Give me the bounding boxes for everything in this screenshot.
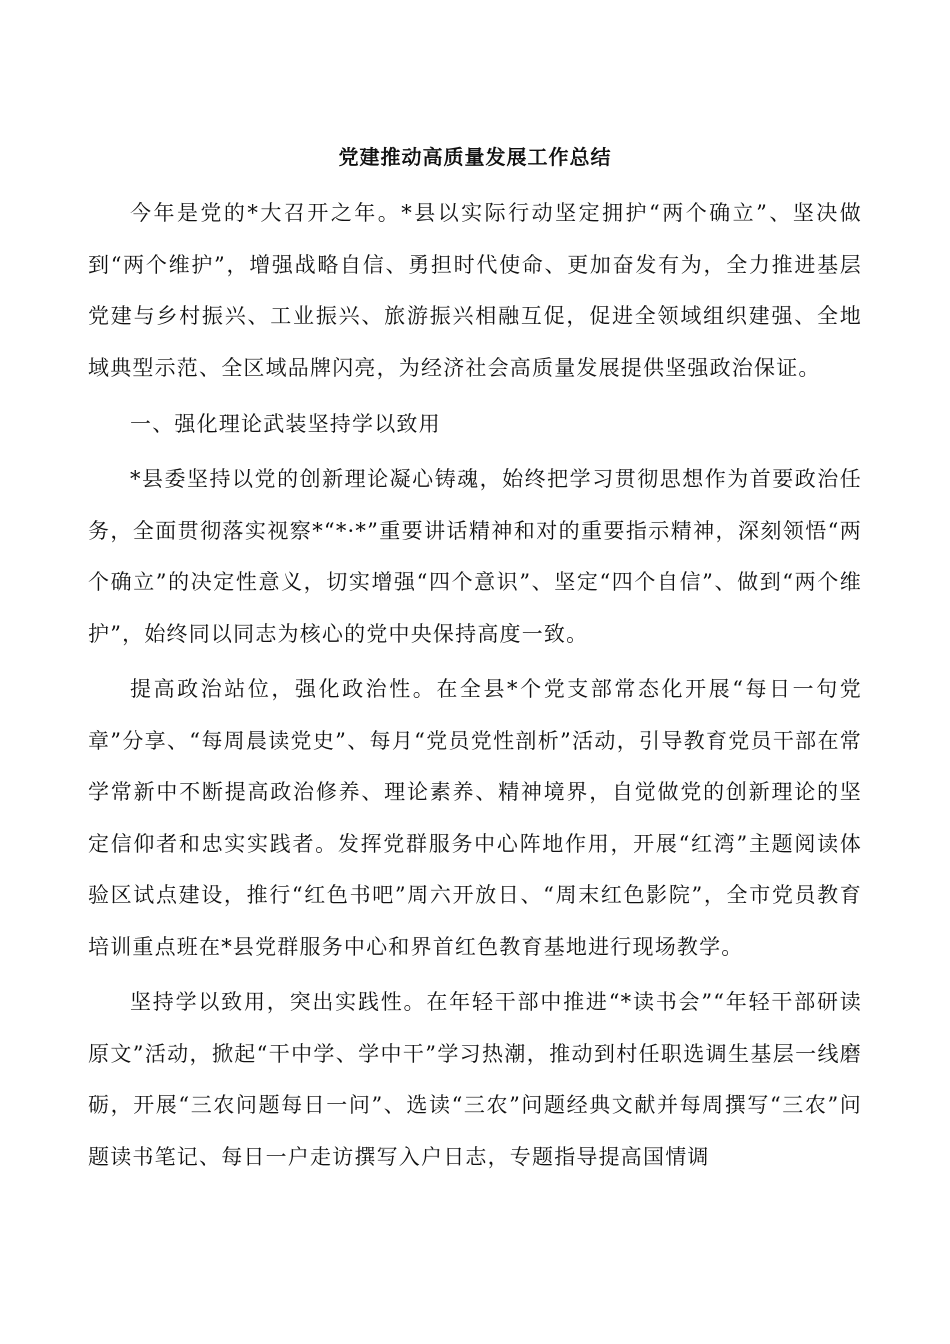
document-title: 党建推动高质量发展工作总结 [338,145,612,169]
body-paragraph-1: *县委坚持以党的创新理论凝心铸魂，始终把学习贯彻思想作为首要政治任务，全面贯彻落实视察*“*·*”重要讲话精神和对的重要指示精神，深刻领悟“两个确立”的决定性意义，切实增强“四个意识”、坚定“四个自信”、做到“两个维护”，始终同以同志为核心的党中央保持高度一致。 [88,467,862,646]
section-heading-1: 一、强化理论武装坚持学以致用 [130,412,441,436]
document-page [88,130,862,1183]
body-paragraph-2: 提高政治站位，强化政治性。在全县*个党支部常态化开展“每日一句党章”分享、“每周晨读党史”、每月“党员党性剖析”活动，引导教育党员干部在常学常新中不断提高政治修养、理论素养、精神境界，自觉做党的创新理论的坚定信仰者和忠实实践者。发挥党群服务中心阵地作用，开展“红湾”主题阅读体验区试点建设，推行“红色书吧”周六开放日、“周末红色影院”，全市党员教育培训重点班在*县党群服务中心和界首红色教育基地进行现场教学。 [88,677,862,959]
intro-paragraph: 今年是党的*大召开之年。*县以实际行动坚定拥护“两个确立”、坚决做到“两个维护”，增强战略自信、勇担时代使命、更加奋发有为，全力推进基层党建与乡村振兴、工业振兴、旅游振兴相融互促，促进全领域组织建强、全地域典型示范、全区域品牌闪亮，为经济社会高质量发展提供坚强政治保证。 [88,201,862,380]
body-paragraph-3: 坚持学以致用，突出实践性。在年轻干部中推进“*读书会”“年轻干部研读原文”活动，掀起“干中学、学中干”学习热潮，推动到村任职选调生基层一线磨砺，开展“三农问题每日一问”、选读“三农”问题经典文献并每周撰写“三农”问题读书笔记、每日一户走访撰写入户日志，专题指导提高国情调 [88,990,862,1169]
